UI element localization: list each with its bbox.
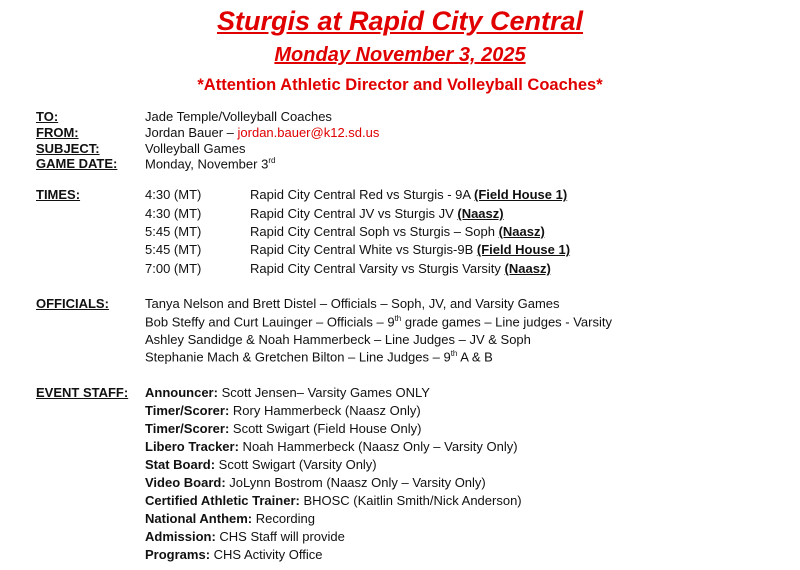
staff-row [145,493,522,508]
staff-role: Timer/Scorer: [145,403,230,418]
game-matchup [250,187,567,202]
officials-line: Bob Steffy and Curt Lauinger – Officials – 9th grade games – Line judges - Varsity [145,314,612,330]
game-location: (Naasz) [498,224,545,239]
staff-role: Timer/Scorer: [145,421,230,436]
staff-role: National Anthem: [145,511,253,526]
staff-role: Stat Board: [145,457,216,472]
staff-role: Admission: [145,529,216,544]
from-name: Jordan Bauer – [145,125,238,140]
times-label: TIMES: [36,187,81,202]
game-location: (Naasz) [504,261,551,276]
game-time: 7:00 (MT) [145,261,202,276]
staff-value: Rory Hammerbeck (Naasz Only) [229,403,421,418]
matchup-text: Rapid City Central Varsity vs Sturgis Varsity [250,261,505,276]
matchup-text: Rapid City Central Red vs Sturgis - 9A [250,187,474,202]
game-date-label: GAME DATE: [36,156,118,171]
game-time: 4:30 (MT) [145,206,202,221]
staff-row [145,511,315,526]
officials-line: Tanya Nelson and Brett Distel – Officials – Soph, JV, and Varsity Games [145,296,560,311]
staff-row [145,475,486,490]
matchup-text: Rapid City Central Soph vs Sturgis – Soph [250,224,499,239]
staff-row [145,547,323,562]
game-date-text: Monday, November 3 [145,156,269,172]
staff-value: JoLynn Bostrom (Naasz Only – Varsity Only) [225,475,486,490]
staff-role: Announcer: [145,385,218,400]
staff-value: Recording [252,511,316,526]
staff-value: Scott Jensen– Varsity Games ONLY [217,385,430,400]
staff-role: Programs: [145,547,211,562]
subject-value: Volleyball Games [145,141,246,156]
matchup-text: Rapid City Central JV vs Sturgis JV [250,206,458,221]
game-location: (Field House 1) [476,242,571,257]
game-date-value [145,156,275,171]
to-label: TO: [36,109,59,124]
staff-value: Scott Swigart (Varsity Only) [215,457,377,472]
page-title: Sturgis at Rapid City Central [216,6,584,36]
staff-row [145,403,421,418]
staff-role: Certified Athletic Trainer: [145,493,300,508]
staff-row [145,457,377,472]
staff-value: Scott Swigart (Field House Only) [229,421,422,436]
officials-label: OFFICIALS: [36,296,109,311]
staff-value: CHS Staff will provide [215,529,345,544]
game-time: 5:45 (MT) [145,242,202,257]
staff-role: Video Board: [145,475,226,490]
game-time: 5:45 (MT) [145,224,202,239]
game-matchup [250,261,551,276]
subject-label: SUBJECT: [36,141,100,156]
game-date-suffix: rd [268,156,276,165]
staff-row [145,529,345,544]
game-matchup [250,206,504,221]
game-location: (Naasz) [457,206,504,221]
game-time: 4:30 (MT) [145,187,202,202]
event-date: Monday November 3, 2025 [274,44,526,66]
staff-value: BHOSC (Kaitlin Smith/Nick Anderson) [299,493,522,508]
game-location: (Field House 1) [473,187,568,202]
staff-value: Noah Hammerbeck (Naasz Only – Varsity Only) [238,439,518,454]
event-staff-label: EVENT STAFF: [36,385,129,400]
game-matchup [250,242,570,257]
from-label: FROM: [36,125,79,140]
staff-row [145,421,421,436]
staff-row [145,385,430,400]
staff-value: CHS Activity Office [210,547,323,562]
from-email-link[interactable]: jordan.bauer@k12.sd.us [237,125,380,140]
officials-line: Ashley Sandidge & Noah Hammerbeck – Line Judges – JV & Soph [145,332,531,347]
attention-note: *Attention Athletic Director and Volleyball Coaches* [197,76,603,94]
matchup-text: Rapid City Central White vs Sturgis-9B [250,242,477,257]
from-value [145,125,379,140]
staff-role: Libero Tracker: [145,439,239,454]
to-value: Jade Temple/Volleyball Coaches [145,109,332,124]
game-matchup [250,224,545,239]
staff-row [145,439,518,454]
officials-line: Stephanie Mach & Gretchen Bilton – Line Judges – 9th A & B [145,349,493,365]
